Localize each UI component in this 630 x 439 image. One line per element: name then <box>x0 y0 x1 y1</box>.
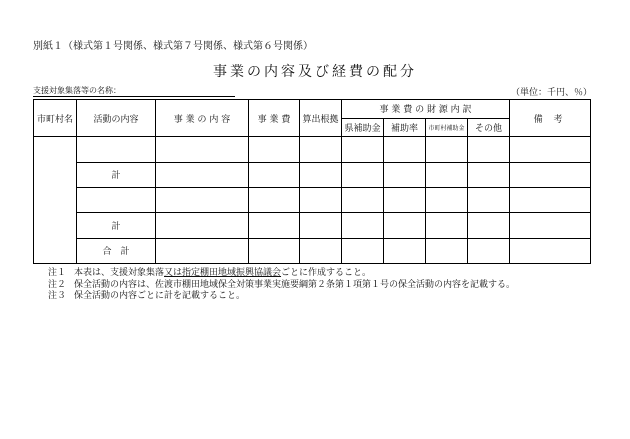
header-pref-subsidy: 県補助金 <box>342 118 384 137</box>
header-content: 事 業 の 内 容 <box>156 100 249 137</box>
header-activity: 活動の内容 <box>77 100 156 137</box>
header-other: その他 <box>468 118 510 137</box>
note-number: 注３ <box>48 291 67 301</box>
header-subsidy-rate: 補助率 <box>384 118 426 137</box>
header-city-subsidy: 市町村補助金 <box>426 118 468 137</box>
header-basis: 算出根拠 <box>300 100 342 137</box>
activity-cell <box>77 188 156 213</box>
header-remarks: 備 考 <box>510 100 591 137</box>
header-cost: 事 業 費 <box>249 100 300 137</box>
note-number: 注２ <box>48 279 67 290</box>
activity-cell: 計 <box>77 213 156 238</box>
notes <box>48 268 515 303</box>
document-title: 事業の内容及び経費の配分 <box>213 64 417 80</box>
budget-table <box>33 99 591 264</box>
org-name-label: 支援対象集落等の名称： <box>33 86 121 95</box>
activity-cell: 合 計 <box>77 238 156 263</box>
note-1: 注１ 本表は、支援対象集落又は指定棚田地域振興協議会ごとに作成すること。 <box>48 268 372 278</box>
table-row <box>34 238 591 263</box>
form-reference: 別紙１（様式第１号関係、様式第７号関係、様式第６号関係） <box>33 41 313 52</box>
table-row <box>34 162 591 187</box>
header-row <box>34 100 591 119</box>
table-row <box>34 137 591 162</box>
header-municipality: 市町村名 <box>34 100 77 137</box>
org-name-line <box>33 96 235 97</box>
table-row <box>34 213 591 238</box>
activity-cell: 計 <box>77 162 156 187</box>
unit-note: （単位：千円、％） <box>510 88 592 98</box>
municipality-cell <box>34 137 77 264</box>
note-number: 注１ <box>48 268 67 278</box>
header-funding-group: 事 業 費 の 財 源 内 訳 <box>342 100 510 119</box>
note-3: 注３ 保全活動の内容ごとに計を記載すること。 <box>48 291 246 301</box>
activity-cell <box>77 137 156 162</box>
table-row <box>34 188 591 213</box>
note-underlined-text: 又は指定棚田地域振興協議会 <box>164 268 282 278</box>
note-2: 注２ 保全活動の内容は、佐渡市棚田地域保全対策事業実施要綱第２条第１項第１号の保全活動の内容を記載する。 <box>48 279 516 290</box>
